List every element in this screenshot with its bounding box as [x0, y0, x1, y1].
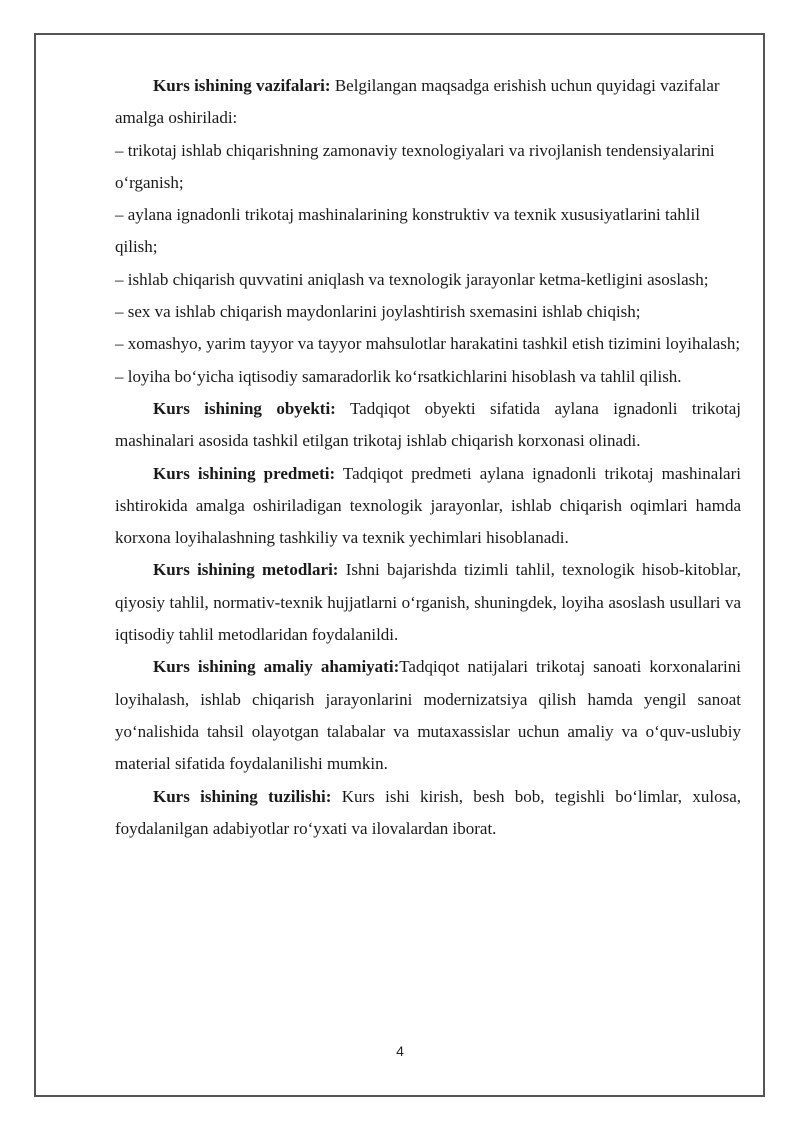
- object-text: Tadqiqot obyekti sifatida aylana ignadonli trikotaj mashinalari asosida tashkil etilgan trikotaj ishlab chiqarish korxonasi olinadi.: [115, 398, 741, 451]
- methods-text: Ishni bajarishda tizimli tahlil, texnologik hisob-kitoblar, qiyosiy tahlil, normativ-texnik hujjatlarni oʻrganish, shuningdek, loyiha asoslash usullari va iqtisodiy tahlil metodlaridan foydalanildi.: [115, 560, 741, 645]
- task-item-4: – sex va ishlab chiqarish maydonlarini joylashtirish sxemasini ishlab chiqish;: [115, 302, 641, 322]
- subject-paragraph: [115, 458, 741, 555]
- subject-heading: Kurs ishining predmeti:: [153, 463, 336, 483]
- structure-text: Kurs ishi kirish, besh bob, tegishli boʻlimlar, xulosa, foydalanilgan adabiyotlar roʻyxati va ilovalardan iborat.: [115, 786, 741, 838]
- significance-paragraph: [115, 651, 741, 780]
- significance-text: Tadqiqot natijalari trikotaj sanoati korxonalarini loyihalash, ishlab chiqarish jarayonlarini modernizatsiya qilish hamda yengil sanoat yoʻnalishida tahsil olayotgan talabalar va mutaxassislar uchun amaliy va oʻquv-uslubiy material sifatida foydalanilishi mumkin.: [115, 657, 742, 774]
- object-heading: Kurs ishining obyekti:: [153, 398, 336, 418]
- tasks-paragraph: [115, 70, 741, 135]
- page-number: 4: [396, 1043, 404, 1059]
- tasks-intro: Belgilangan maqsadga erishish uchun quyidagi vazifalar amalga oshiriladi:: [115, 76, 720, 128]
- task-item-3: – ishlab chiqarish quvvatini aniqlash va texnologik jarayonlar ketma-ketligini asoslash;: [115, 269, 709, 289]
- page-content: [115, 70, 741, 845]
- object-paragraph: [115, 393, 741, 458]
- tasks-heading: Kurs ishining vazifalari:: [153, 76, 331, 95]
- structure-paragraph: [115, 781, 741, 846]
- methods-paragraph: [115, 554, 741, 651]
- subject-text: Tadqiqot predmeti aylana ignadonli trikotaj mashinalari ishtirokida amalga oshiriladigan texnologik jarayonlar, ishlab chiqarish oqimlari hamda korxona loyihalashning tashkiliy va texnik yechimlari hisoblanadi.: [115, 463, 741, 548]
- task-item-1: – trikotaj ishlab chiqarishning zamonaviy texnologiyalari va rivojlanish tendensiyalarini oʻrganish;: [115, 140, 715, 192]
- task-item-5: – xomashyo, yarim tayyor va tayyor mahsulotlar harakatini tashkil etish tizimini loyihalash;: [115, 334, 741, 354]
- methods-heading: Kurs ishining metodlari:: [153, 560, 339, 580]
- task-item-2: – aylana ignadonli trikotaj mashinalarining konstruktiv va texnik xususiyatlarini tahlil qilish;: [115, 205, 700, 257]
- structure-heading: Kurs ishining tuzilishi:: [153, 786, 332, 806]
- significance-heading: Kurs ishining amaliy ahamiyati:: [153, 657, 400, 677]
- task-item-6: – loyiha boʻyicha iqtisodiy samaradorlik koʻrsatkichlarini hisoblash va tahlil qilish.: [115, 366, 682, 386]
